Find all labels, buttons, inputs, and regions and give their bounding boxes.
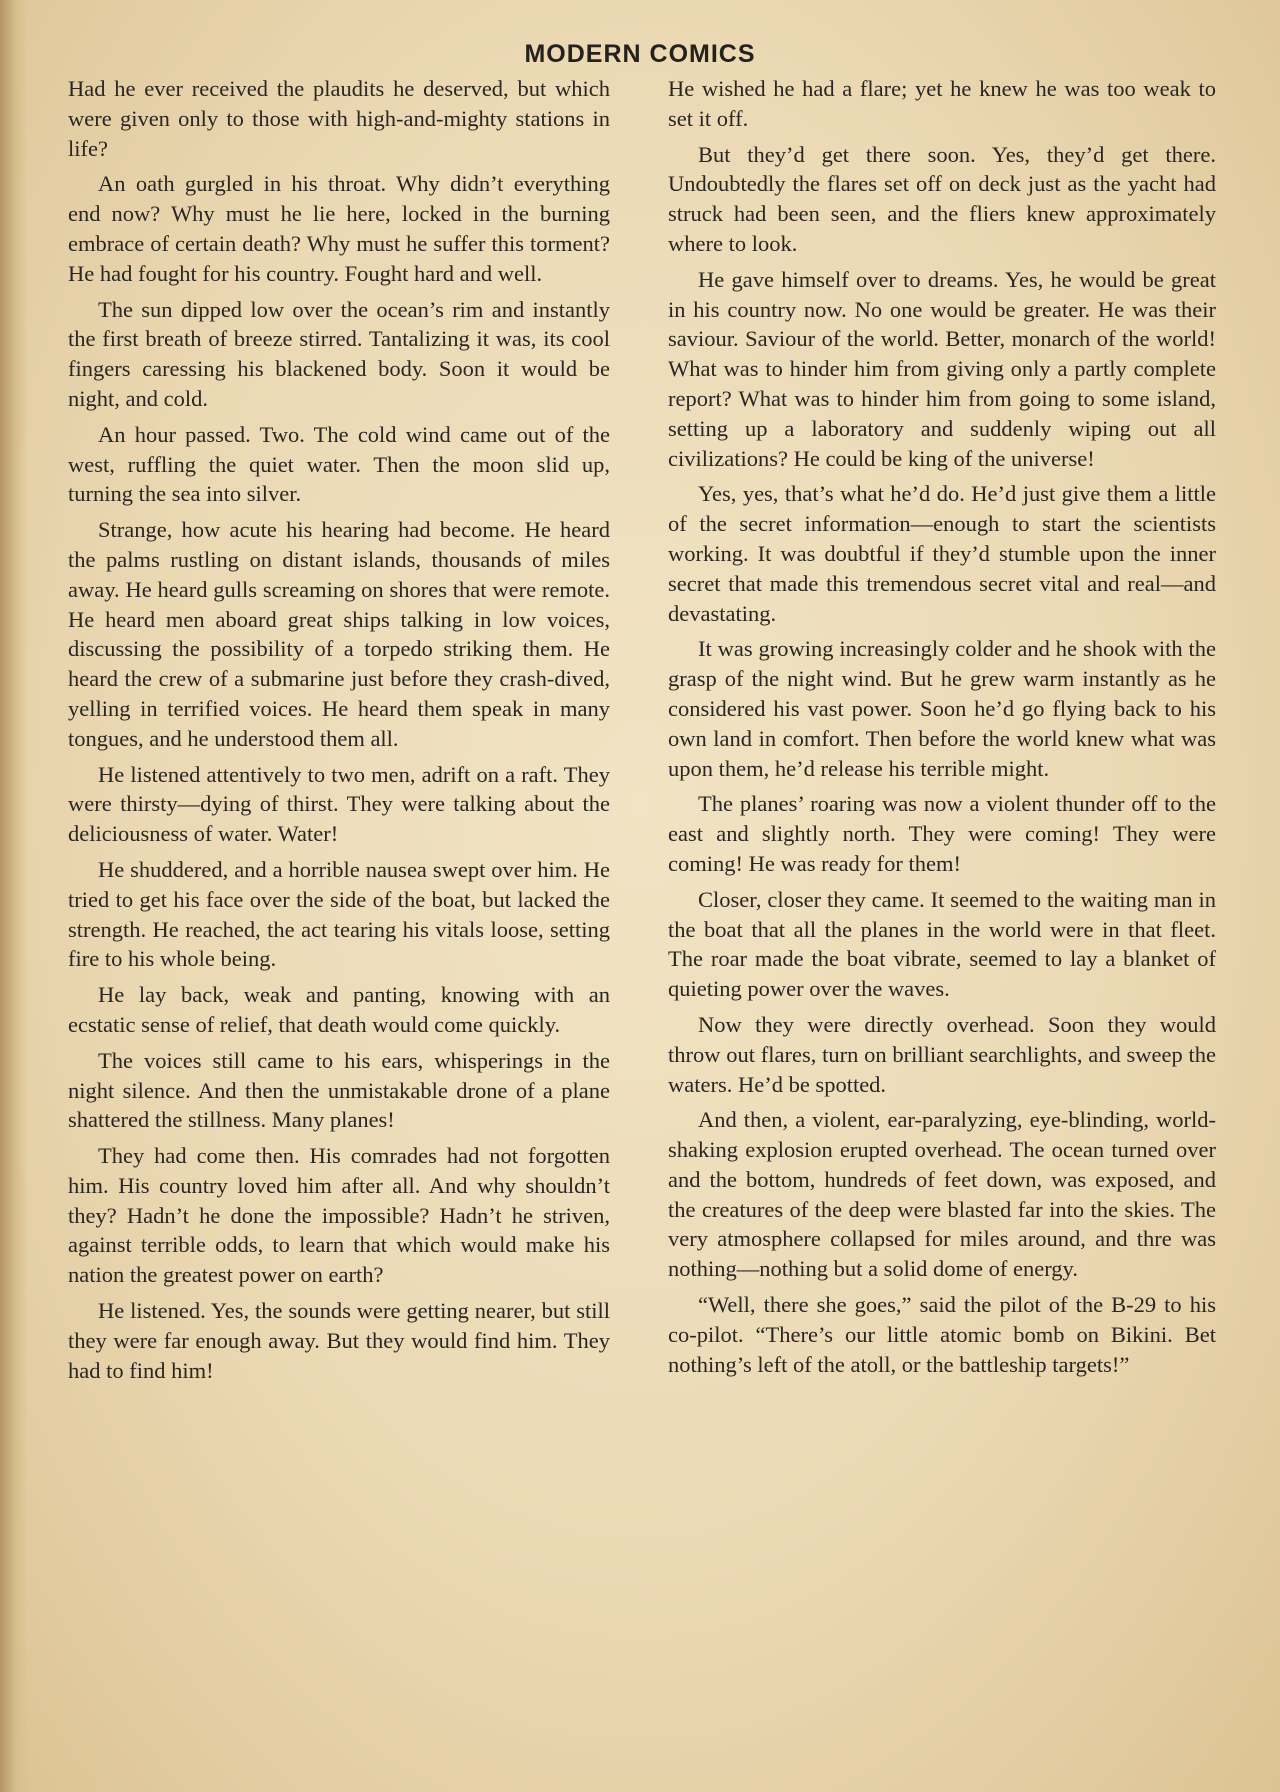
paragraph: And then, a violent, ear-paralyzing, eye-blinding, world-shaking explosion erupted overhead. The ocean turned over and the bottom, hundreds of feet down, was exposed, and the creatures of the deep were blasted far into the skies. The very atmosphere collapsed for miles around, and thre was nothing—nothing but a solid dome of energy. [668,1107,1216,1282]
paragraph: “Well, there she goes,” said the pilot of the B-29 to his co-pilot. “There’s our little atomic bomb on Bikini. Bet nothing’s left of the atoll, or the battleship targets!” [668,1292,1216,1377]
page-edge-shadow [0,0,28,1792]
paragraph: He shuddered, and a horrible nausea swept over him. He tried to get his face over the side of the boat, but lacked the strength. He reached, the act tearing his vitals loose, setting fire to his whole being. [68,856,610,972]
paragraph: The planes’ roaring was now a violent thunder off to the east and slightly north. They were coming! They were coming! He was ready for them! [668,791,1216,876]
paragraph: He listened. Yes, the sounds were getting nearer, but still they were far enough away. But they would find him. They had to find him! [68,1298,610,1383]
paragraph: Yes, yes, that’s what he’d do. He’d just give them a little of the secret information—enough to start the scientists working. It was doubtful if they’d stumble upon the inner secret that made this tremendous secret vital and real—and devastating. [668,481,1216,626]
paragraph: Now they were directly overhead. Soon they would throw out flares, turn on brilliant searchlights, and sweep the waters. He’d be spotted. [668,1011,1216,1097]
paragraph: It was growing increasingly colder and he shook with the grasp of the night wind. But he grew warm instantly as he considered his vast power. Soon he’d go flying back to his own land in comfort. Then before the world knew what was upon them, he’d release his terrible might. [668,636,1216,781]
paragraph: He lay back, weak and panting, knowing with an ecstatic sense of relief, that death would come quickly. [68,982,610,1037]
paragraph: An hour passed. Two. The cold wind came out of the west, ruffling the quiet water. Then the moon slid up, turning the sea into silver. [68,421,610,507]
paragraph: He listened attentively to two men, adrift on a raft. They were thirsty—dying of thirst. They were talking about the deliciousness of water. Water! [68,761,610,847]
paragraph: An oath gurgled in his throat. Why didn’t everything end now? Why must he lie here, locked in the burning embrace of certain death? Why must he suffer this torment? He had fought for his country. Fought hard and well. [68,171,610,286]
paragraph: Strange, how acute his hearing had become. He heard the palms rustling on distant islands, thousands of miles away. He heard gulls screaming on shores that were remote. He heard men aboard great ships talking in low voices, discussing the possibility of a torpedo striking them. He heard the crew of a submarine just before they crash-dived, yelling in terrified voices. He heard them speak in many tongues, and he understood them all. [68,517,610,751]
paragraph: They had come then. His comrades had not forgotten him. His country loved him after all. And why shouldn’t they? Hadn’t he done the impossible? Hadn’t he striven, against terrible odds, to learn that which would make his nation the greatest power on earth? [68,1143,610,1288]
left-column [68,74,610,1391]
right-column [668,74,1216,1385]
paragraph: The sun dipped low over the ocean’s rim and instantly the first breath of breeze stirred. Tantalizing it was, its cool fingers caressing his blackened body. Soon it would be night, and cold. [68,296,610,411]
paragraph: Had he ever received the plaudits he deserved, but which were given only to those with high-and-mighty stations in life? [68,76,610,161]
paragraph: He wished he had a flare; yet he knew he was too weak to set it off. [668,76,1216,131]
page-header: MODERN COMICS [524,40,756,68]
paragraph: But they’d get there soon. Yes, they’d get there. Undoubtedly the flares set off on deck just as the yacht had struck had been seen, and the fliers knew approximately where to look. [668,141,1216,256]
paragraph: He gave himself over to dreams. Yes, he would be great in his country now. No one would be greater. He was their saviour. Saviour of the world. Better, monarch of the world! What was to hinder him from giving only a partly complete report? What was to hinder him from going to some island, setting up a laboratory and suddenly wiping out all civilizations? He could be king of the universe! [668,266,1216,471]
paragraph: Closer, closer they came. It seemed to the waiting man in the boat that all the planes in the world were in that fleet. The roar made the boat vibrate, seemed to lay a blanket of quieting power over the waves. [668,886,1216,1002]
paragraph: The voices still came to his ears, whisperings in the night silence. And then the unmistakable drone of a plane shattered the stillness. Many planes! [68,1047,610,1133]
